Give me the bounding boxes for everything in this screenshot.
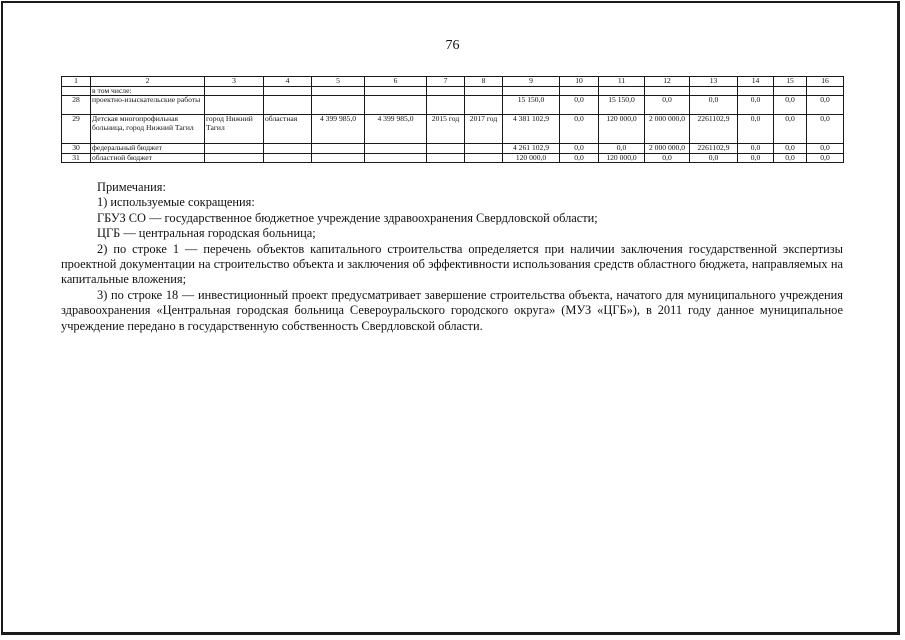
table-cell — [312, 153, 365, 163]
table-cell — [312, 144, 365, 154]
table-cell: 0,0 — [774, 153, 807, 163]
table-cell: 2261102,9 — [690, 115, 738, 144]
table-cell: 2 000 000,0 — [645, 115, 690, 144]
table-cell: 0,0 — [645, 96, 690, 115]
note-item-2: 2) по строке 1 — перечень объектов капитального строительства определяется при наличии заключения государственной экспертизы проектной документации на строительство объекта и заключения об эффективности использования средств областного бюджета, направляемых на капитальные вложения; — [61, 241, 843, 287]
table-cell: 0,0 — [560, 115, 599, 144]
table-cell: 4 399 985,0 — [365, 115, 427, 144]
table-cell — [738, 86, 774, 96]
header-cell: 13 — [690, 77, 738, 87]
table-cell: 0,0 — [807, 115, 844, 144]
table-cell — [599, 86, 645, 96]
table-cell: 120 000,0 — [503, 153, 560, 163]
header-cell: 14 — [738, 77, 774, 87]
table-cell: 0,0 — [738, 144, 774, 154]
table-cell — [205, 86, 264, 96]
table-row — [62, 96, 844, 115]
table-cell: 0,0 — [738, 153, 774, 163]
table-row — [62, 144, 844, 154]
table-cell: 0,0 — [560, 153, 599, 163]
table-cell: 0,0 — [560, 144, 599, 154]
header-cell: 15 — [774, 77, 807, 87]
header-cell: 5 — [312, 77, 365, 87]
table-cell: 15 150,0 — [503, 96, 560, 115]
table-cell — [264, 153, 312, 163]
table-cell: 4 399 985,0 — [312, 115, 365, 144]
table-row — [62, 153, 844, 163]
table-cell: в том числе: — [91, 86, 205, 96]
table-cell: 0,0 — [774, 115, 807, 144]
table-cell — [465, 96, 503, 115]
table-cell — [427, 96, 465, 115]
table-cell: 0,0 — [807, 144, 844, 154]
table-cell: 4 381 102,9 — [503, 115, 560, 144]
header-cell: 6 — [365, 77, 427, 87]
row-number: 28 — [62, 96, 91, 115]
table-cell: 120 000,0 — [599, 115, 645, 144]
page-number: 76 — [445, 38, 460, 53]
table-cell — [427, 86, 465, 96]
table-cell — [264, 144, 312, 154]
header-cell: 1 — [62, 77, 91, 87]
table-cell: 0,0 — [738, 115, 774, 144]
table-cell: областной бюджет — [91, 153, 205, 163]
table-cell — [465, 153, 503, 163]
table-cell: областная — [264, 115, 312, 144]
header-cell: 9 — [503, 77, 560, 87]
row-number: 29 — [62, 115, 91, 144]
table-cell: 0,0 — [807, 153, 844, 163]
table-cell — [807, 86, 844, 96]
table-cell: проектно-изыскательские работы — [91, 96, 205, 115]
table-cell — [205, 153, 264, 163]
table-cell: 4 261 102,9 — [503, 144, 560, 154]
table-cell — [365, 96, 427, 115]
table-cell — [503, 86, 560, 96]
table-cell: 0,0 — [645, 153, 690, 163]
table-cell — [690, 86, 738, 96]
table-cell — [365, 86, 427, 96]
abbreviation-cgb: ЦГБ — центральная городская больница; — [97, 226, 316, 241]
note-item-3: 3) по строке 18 — инвестиционный проект предусматривает завершение строительства объекта, начатого для муниципального учреждения здравоохранения «Центральная городская больница Североуральского городского округа» (МУЗ «ЦГБ»), в 2011 году данное муниципальное учреждение передано в государственную собственность Свердловской области. — [61, 287, 843, 333]
notes-title: Примечания: — [97, 180, 166, 194]
table-cell: федеральный бюджет — [91, 144, 205, 154]
table-cell — [205, 96, 264, 115]
table-cell: 0,0 — [690, 96, 738, 115]
table-cell — [560, 86, 599, 96]
table-cell: 0,0 — [560, 96, 599, 115]
header-cell: 10 — [560, 77, 599, 87]
table-cell: 0,0 — [774, 96, 807, 115]
table-cell: 0,0 — [807, 96, 844, 115]
note-item-1: 1) используемые сокращения: — [97, 195, 255, 210]
table-row — [62, 115, 844, 144]
notes-section — [61, 180, 843, 334]
header-cell: 7 — [427, 77, 465, 87]
table-header-row — [62, 77, 844, 87]
table-cell — [365, 144, 427, 154]
table-cell — [427, 144, 465, 154]
budget-table — [61, 76, 844, 163]
table-cell — [465, 86, 503, 96]
row-number: 30 — [62, 144, 91, 154]
table-cell: 15 150,0 — [599, 96, 645, 115]
table-cell — [264, 86, 312, 96]
table-cell: 2 000 000,0 — [645, 144, 690, 154]
table-cell: 2017 год — [465, 115, 503, 144]
table-cell: 0,0 — [690, 153, 738, 163]
header-cell: 3 — [205, 77, 264, 87]
table-cell: 120 000,0 — [599, 153, 645, 163]
table-row — [62, 86, 844, 96]
table-cell — [427, 153, 465, 163]
header-cell: 11 — [599, 77, 645, 87]
header-cell: 8 — [465, 77, 503, 87]
abbreviation-gbuz: ГБУЗ СО — государственное бюджетное учреждение здравоохранения Свердловской области; — [97, 210, 598, 225]
table-cell — [264, 96, 312, 115]
header-cell: 2 — [91, 77, 205, 87]
header-cell: 4 — [264, 77, 312, 87]
table-cell — [312, 86, 365, 96]
header-cell: 16 — [807, 77, 844, 87]
row-number: 31 — [62, 153, 91, 163]
header-cell: 12 — [645, 77, 690, 87]
table-cell: город Нижний Тагил — [205, 115, 264, 144]
table-cell: 2261102,9 — [690, 144, 738, 154]
table-cell: 0,0 — [774, 144, 807, 154]
table-cell: Детская многопрофильная больница, город Нижний Тагил — [91, 115, 205, 144]
table-cell: 0,0 — [599, 144, 645, 154]
table-cell — [645, 86, 690, 96]
table-cell — [365, 153, 427, 163]
table-cell — [312, 96, 365, 115]
table-cell — [774, 86, 807, 96]
table-cell: 2015 год — [427, 115, 465, 144]
table-cell: 0,0 — [738, 96, 774, 115]
table-cell — [465, 144, 503, 154]
table-cell — [205, 144, 264, 154]
table-cell — [62, 86, 91, 96]
